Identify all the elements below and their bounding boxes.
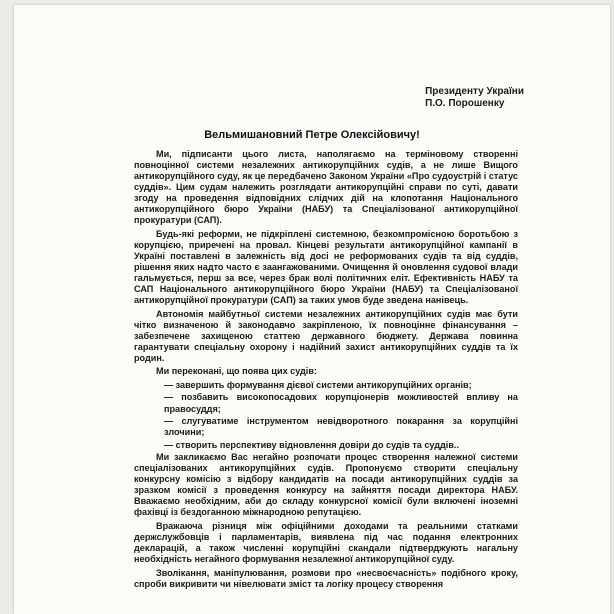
list-item: — позбавить високопосадових корупціонерів можливостей впливу на правосуддя; <box>164 392 518 414</box>
addressee-name: П.О. Порошенку <box>425 98 505 109</box>
paragraph: Вражаюча різниця між офіційними доходами та реальними статками держслужбовців і парламентарів, виявлена під час подання електронних декларацій, а також численні корупційні скандали підтверджують нагальну необхідність негайного формування незалежної антикорупційної суду. <box>134 521 518 565</box>
addressee-block <box>425 86 524 110</box>
letter-body <box>134 149 518 592</box>
salutation: Вельмишановний Петре Олексійовичу! <box>204 129 420 141</box>
paragraph: Ми закликаємо Вас негайно розпочати процес створення належної системи спеціалізованих антикорупційних судів. Пропонуємо створити спеціальну конкурсну комісію з відбору кандидатів на посади антикорупційних суддів за зразком комісії з проведення конкурсу на зайняття посади директора НАБУ. Вважаємо необхідним, аби до складу конкурсної комісії були включені іноземні фахівці із бездоганною міжнародною репутацією. <box>134 452 518 518</box>
list-item: — слугуватиме інструментом невідворотного покарання за корупційні злочини; <box>164 416 518 438</box>
paragraph: Ми, підписанти цього листа, наполягаємо на терміновому створенні повноцінної системи незалежних антикорупційних судів, а не лише Вищого антикорупційного суду, як це передбачено Законом України «Про судоустрій і статус суддів». Цим судам належить розглядати антикорупційні справи по суті, давати згоду на проведення відповідних слідчих дій на клопотання Національного антикорупційного бюро України (НАБУ) та Спеціалізованої антикорупційної прокуратури (САП). <box>134 149 518 226</box>
paragraph: Будь-які реформи, не підкріплені системною, безкомпромісною боротьбою з корупцією, приречені на провал. Кінцеві результати антикорупційної кампанії в Україні поставлені в залежність від досі не реформованих судів та від суддів, рішення яких надто часто є заангажованими. Очищення й оновлення судової влади гальмується, перш за все, через брак волі політичних еліт. Ефективність НАБУ та САП Національного антикорупційного бюро України (НАБУ) та Спеціалізованої антикорупційної прокуратури (САП) за таких умов буде зведена нанівець. <box>134 228 518 306</box>
list-item: — створить перспективу відновлення довіри до судів та суддів.. <box>164 439 459 450</box>
paragraph: Ми переконані, що поява цих судів: <box>156 366 317 377</box>
paragraph: Зволікання, маніпулювання, розмови про «несвоєчасність» подібного кроку, спроби викривити чи нівелювати зміст та логіку процесу створення <box>134 567 518 589</box>
letter-page <box>14 5 610 614</box>
paragraph: Автономія майбутньої системи незалежних антикорупційних судів має бути чітко визначеною й законодавчо закріпленою, їх повноцінне фінансування – забезпечене захищеною статтею державного бюджету. Держава повинна гарантувати спеціальну охорону і надійний захист антикорупційних суддів та їх родин. <box>134 308 518 363</box>
list-item: — завершить формування дієвої системи антикорупційних органів; <box>164 379 472 390</box>
addressee-title: Президенту України <box>425 86 524 97</box>
